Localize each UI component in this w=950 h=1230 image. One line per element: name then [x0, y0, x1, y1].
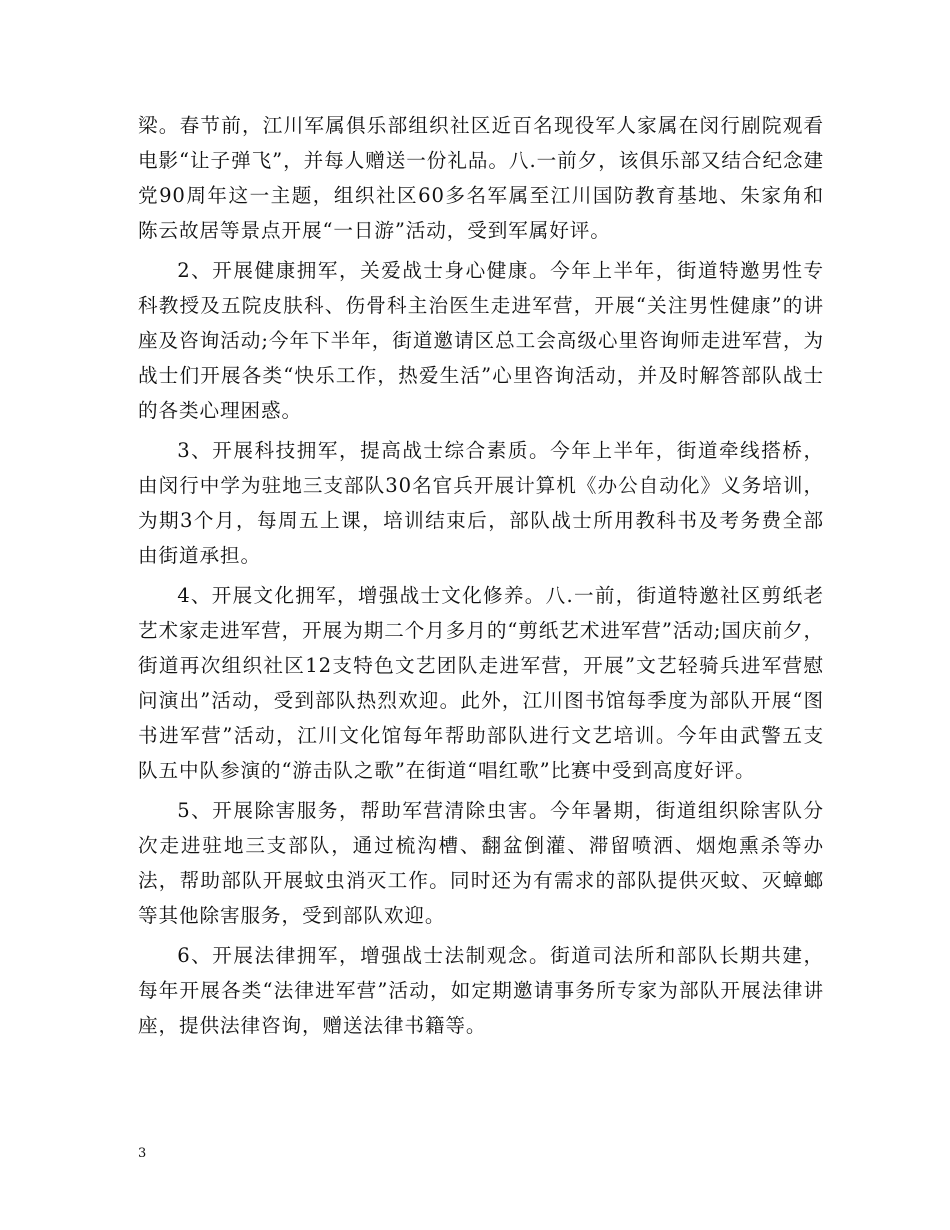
paragraph-culture-support: 4、开展文化拥军，增强战士文化修养。八.一前，街道特邀社区剪纸老艺术家走进军营，开展为期二个月多月的“剪纸艺术进军营”活动;国庆前夕，街道再次组织社区12支特色文艺团队走进军营，开展”文艺轻骑兵进军营慰问演出”活动，受到部队热烈欢迎。此外，江川图书馆每季度为部队开展“图书进军营”活动，江川文化馆每年帮助部队进行文艺培训。今年由武警五支队五中队参演的“游击队之歌”在街道“唱红歌”比赛中受到高度好评。 — [138, 584, 824, 782]
paragraph-continuation: 梁。春节前，江川军属俱乐部组织社区近百名现役军人家属在闵行剧院观看电影“让子弹飞”，并每人赠送一份礼品。八.一前夕，该俱乐部又结合纪念建党90周年这一主题，组织社区60多名军属至江川国防教育基地、朱家角和陈云故居等景点开展“一日游”活动，受到军属好评。 — [138, 114, 824, 242]
paragraph-health-support: 2、开展健康拥军，关爱战士身心健康。今年上半年，街道特邀男性专科教授及五院皮肤科、伤骨科主治医生走进军营，开展“关注男性健康”的讲座及咨询活动;今年下半年，街道邀请区总工会高级心里咨询师走进军营，为战士们开展各类“快乐工作，热爱生活”心里咨询活动，并及时解答部队战士的各类心理困惑。 — [138, 259, 824, 422]
paragraph-pest-control: 5、开展除害服务，帮助军营清除虫害。今年暑期，街道组织除害队分次走进驻地三支部队，通过梳沟槽、翻盆倒灌、滞留喷洒、烟炮熏杀等办法，帮助部队开展蚊虫消灭工作。同时还为有需求的部队提供灭蚊、灭蟑螂等其他除害服务，受到部队欢迎。 — [138, 799, 824, 927]
paragraph-tech-support: 3、开展科技拥军，提高战士综合素质。今年上半年，街道牵线搭桥，由闵行中学为驻地三支部队30名官兵开展计算机《办公自动化》义务培训，为期3个月，每周五上课，培训结束后，部队战士所用教科书及考务费全部由街道承担。 — [138, 439, 824, 567]
page-number: 3 — [138, 1146, 147, 1161]
paragraph-legal-support: 6、开展法律拥军，增强战士法制观念。街道司法所和部队长期共建，每年开展各类“法律进军营”活动，如定期邀请事务所专家为部队开展法律讲座，提供法律咨询，赠送法律书籍等。 — [138, 944, 824, 1037]
document-body — [138, 108, 824, 1048]
